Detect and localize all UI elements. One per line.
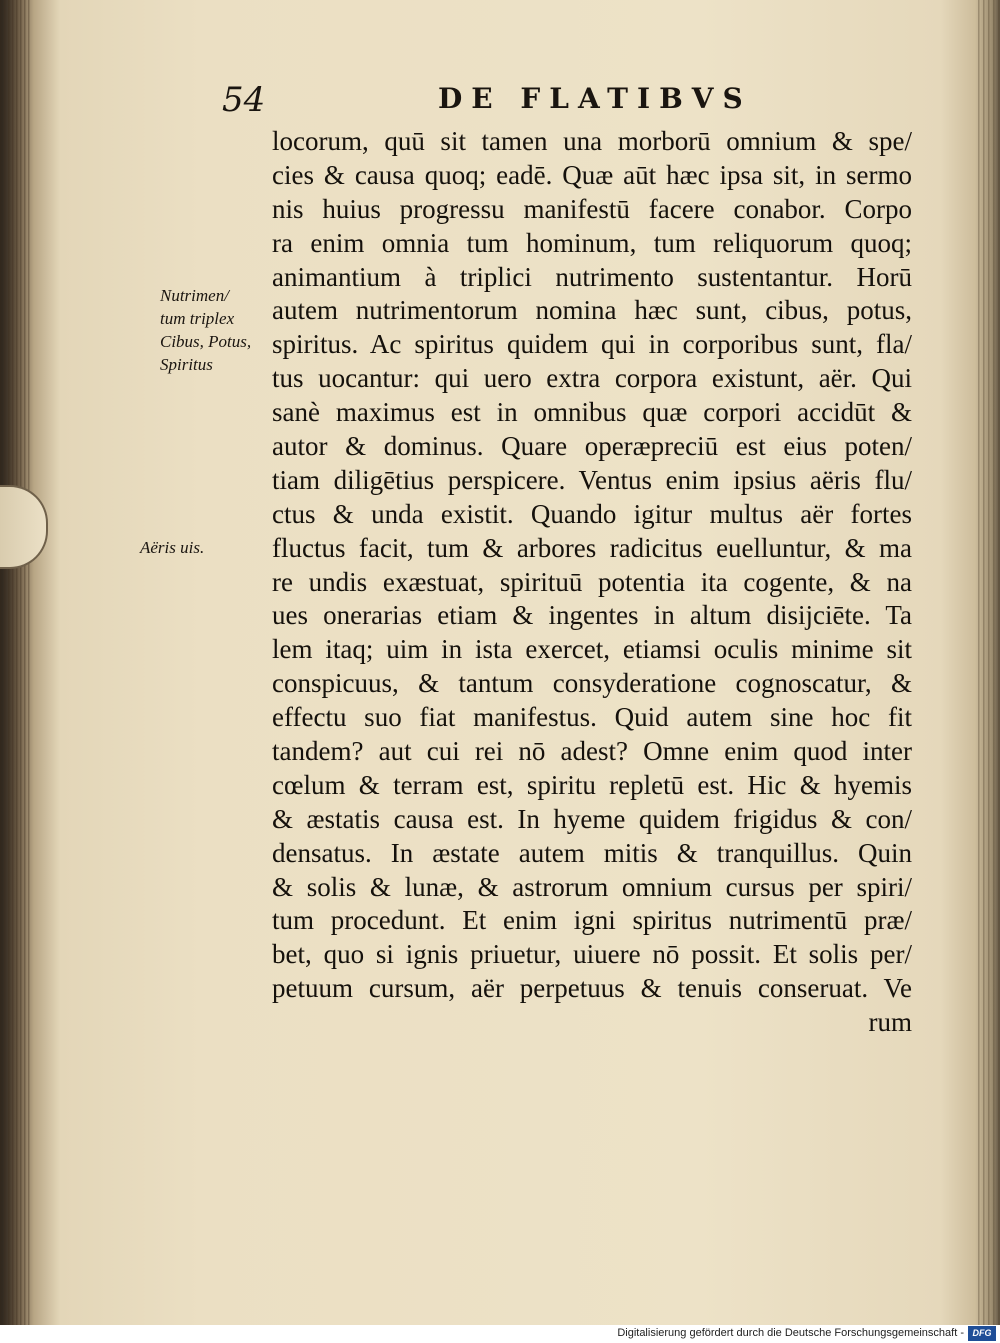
text-line: spiritus. Ac spiritus quidem qui in corporibus sunt, fla/ <box>272 329 912 360</box>
text-line: tum procedunt. Et enim igni spiritus nutrimentū præ/ <box>272 905 912 936</box>
text-line: tiam diligētius perspicere. Ventus enim ipsius aëris flu/ <box>272 464 912 495</box>
running-title: DE FLATIBVS <box>438 82 752 115</box>
left-page-edges <box>0 0 30 1325</box>
text-line: autem nutrimentorum nomina hæc sunt, cibus, potus, <box>272 295 912 326</box>
text-line: & æstatis causa est. In hyeme quidem frigidus & con/ <box>272 803 912 834</box>
text-line: lem itaq; uim in ista exercet, etiamsi oculis minime sit <box>272 634 912 665</box>
margin-note-aeris: Aëris uis. <box>140 538 205 557</box>
running-header <box>0 78 1000 118</box>
text-line: ra enim omnia tum hominum, tum reliquorum quoq; <box>272 227 912 258</box>
text-line: sanè maximus est in omnibus quæ corpori accidūt & <box>272 397 912 428</box>
text-line: cies & causa quoq; eadē. Quæ aūt hæc ipsa sit, in sermo <box>272 159 912 190</box>
text-line: fluctus facit, tum & arbores radicitus euelluntur, & ma <box>272 532 912 563</box>
text-line: animantium à triplici nutrimento sustentantur. Horū <box>272 261 912 292</box>
margin-note-line: Nutrimen/ <box>160 286 229 305</box>
text-line: nis huius progressu manifestū facere conabor. Corpo <box>272 193 912 224</box>
text-line: cœlum & terram est, spiritu repletū est. Hic & hyemis <box>272 769 912 800</box>
text-line: autor & dominus. Quare operæpreciū est eius poten/ <box>272 431 912 462</box>
digitization-footer <box>0 1325 1000 1343</box>
text-line: densatus. In æstate autem mitis & tranquillus. Quin <box>272 837 912 868</box>
text-line: & solis & lunæ, & astrorum omnium cursus per spiri/ <box>272 871 912 902</box>
margin-note-line: tum triplex <box>160 309 235 328</box>
text-line: ues onerarias etiam & ingentes in altum disijciēte. Ta <box>272 600 912 631</box>
text-line: re undis exæstuat, spirituū potentia ita cogente, & na <box>272 566 912 597</box>
book-clasp <box>0 485 48 569</box>
dfg-logo-icon: DFG <box>968 1326 996 1341</box>
margin-note-line: Cibus, Potus, <box>160 332 252 351</box>
text-line: bet, quo si ignis priuetur, uiuere nō possit. Et solis per/ <box>272 939 912 970</box>
text-line: tus uocantur: qui uero extra corpora existunt, aër. Qui <box>272 363 912 394</box>
body-text <box>272 125 912 1040</box>
text-line: effectu suo fiat manifestus. Quid autem sine hoc fit <box>272 702 912 733</box>
right-page-edges <box>978 0 1000 1325</box>
text-line: tandem? aut cui rei nō adest? Omne enim quod inter <box>272 736 912 767</box>
page-number: 54 <box>222 80 266 120</box>
text-line: petuum cursum, aër perpetuus & tenuis conseruat. Ve <box>272 973 912 1004</box>
text-line: ctus & unda existit. Quando igitur multus aër fortes <box>272 498 912 529</box>
margin-note-line: Spiritus <box>160 355 213 374</box>
text-line: conspicuus, & tantum consyderatione cognoscatur, & <box>272 668 912 699</box>
funding-credit: Digitalisierung gefördert durch die Deutsche Forschungsgemeinschaft - <box>617 1327 964 1339</box>
text-line: locorum, quū sit tamen una morborū omnium & spe/ <box>272 126 912 156</box>
margin-note-nutriment <box>160 284 251 376</box>
catchword: rum <box>868 1007 912 1038</box>
